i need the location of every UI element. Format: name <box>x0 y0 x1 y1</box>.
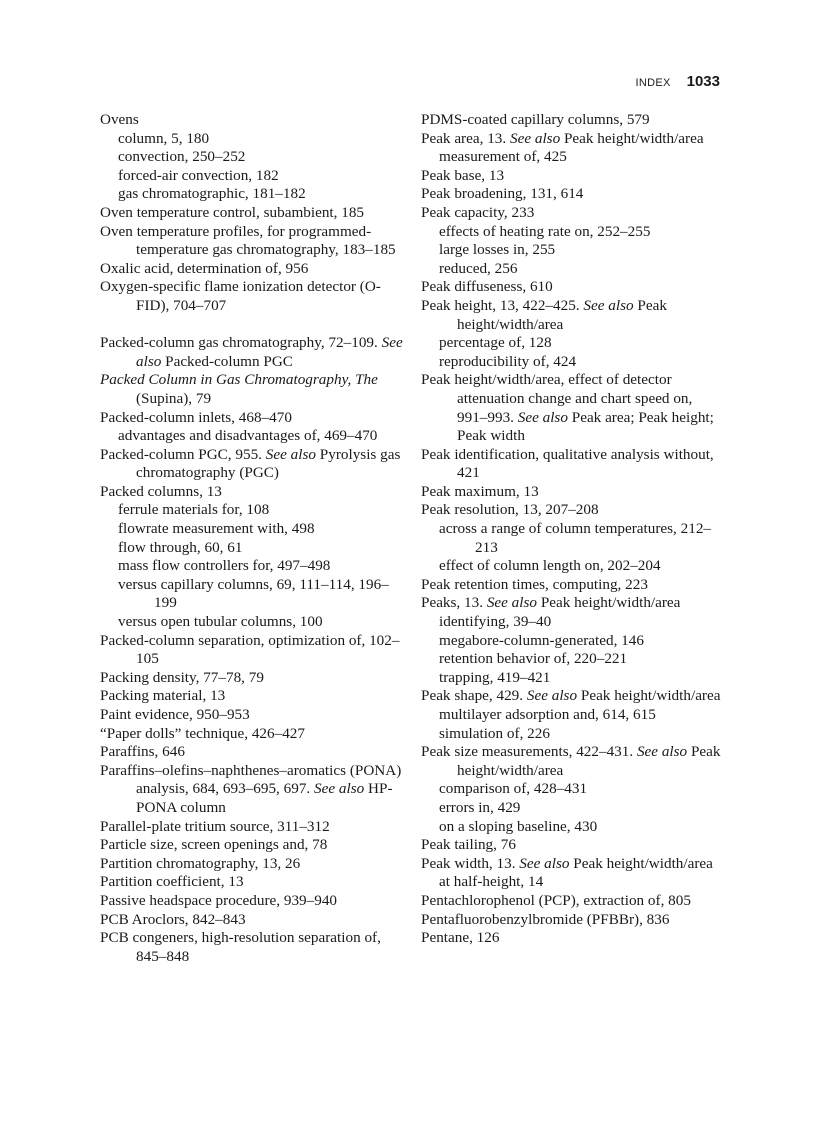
entry-text: Peak base, 13 <box>421 166 505 184</box>
index-entry <box>421 185 726 204</box>
entry-text: Pentane, 126 <box>421 929 500 947</box>
page-number: 1033 <box>686 73 720 90</box>
entry-text: Peak height/width/area <box>457 296 667 333</box>
entry-text: measurement of, 425 <box>439 148 567 166</box>
index-entry <box>421 446 726 483</box>
entry-text: Particle size, screen openings and, 78 <box>100 836 328 854</box>
index-entry <box>100 278 405 315</box>
cross-reference-text: See also <box>583 296 634 314</box>
entry-text: Packed-column separation, optimization of, 102–105 <box>100 631 400 668</box>
entry-text: Paint evidence, 950–953 <box>100 706 250 723</box>
header-section-title: INDEX <box>635 77 671 89</box>
entry-text: Peak height/width/area <box>457 743 721 779</box>
entry-text: forced-air convection, 182 <box>118 166 279 184</box>
entry-text: gas chromatographic, 181–182 <box>118 185 306 203</box>
entry-text: PDMS-coated capillary columns, 579 <box>421 111 650 128</box>
entry-text: versus capillary columns, 69, 111–114, 196–199 <box>118 575 389 612</box>
entry-text: flow through, 60, 61 <box>118 538 243 556</box>
cross-reference-text: See also <box>486 594 538 612</box>
index-subentry <box>421 520 726 557</box>
index-entry <box>100 706 405 725</box>
index-subentry <box>100 613 405 632</box>
cross-reference-text: See also <box>265 445 316 463</box>
index-entry <box>100 111 405 130</box>
index-entry <box>100 483 405 502</box>
entry-text: Peak maximum, 13 <box>421 482 539 500</box>
entry-text: trapping, 419–421 <box>439 668 551 686</box>
cross-reference-text: See also <box>636 743 688 761</box>
entry-text: Pyrolysis gas chromatography (PGC) <box>136 445 401 482</box>
index-entry <box>100 632 405 669</box>
entry-text: Peak width, 13. <box>421 854 520 872</box>
index-entry <box>421 297 726 334</box>
entry-text: effects of heating rate on, 252–255 <box>439 222 651 240</box>
entry-text: advantages and disadvantages of, 469–470 <box>118 427 378 445</box>
index-entry <box>100 446 405 483</box>
index-entry <box>421 892 726 911</box>
index-entry <box>421 594 726 613</box>
entry-text: Peak tailing, 76 <box>421 836 516 854</box>
index-subentry <box>421 353 726 372</box>
entry-text: Peak identification, qualitative analysis without, 421 <box>421 445 714 482</box>
index-entry <box>421 911 726 930</box>
entry-text: Peak retention times, computing, 223 <box>421 575 648 593</box>
entry-text: at half-height, 14 <box>439 873 544 891</box>
entry-text: effect of column length on, 202–204 <box>439 557 661 575</box>
index-subentry <box>421 818 726 837</box>
entry-text: Peak size measurements, 422–431. <box>421 743 637 761</box>
index-subentry <box>421 799 726 818</box>
entry-text: column, 5, 180 <box>118 129 210 147</box>
index-entry <box>100 725 405 744</box>
entry-text: Packed-column inlets, 468–470 <box>100 408 292 426</box>
index-entry <box>421 278 726 297</box>
index-entry <box>421 929 726 948</box>
cross-reference-text: See also <box>136 334 403 370</box>
index-entry <box>421 576 726 595</box>
entry-text: large losses in, 255 <box>439 241 556 259</box>
index-entry <box>421 371 726 445</box>
entry-text: Peak height/width/area <box>537 594 681 612</box>
entry-text: Packed-column PGC, 955. <box>100 445 266 463</box>
entry-text: on a sloping baseline, 430 <box>439 817 598 835</box>
index-subentry <box>100 557 405 576</box>
index-entry <box>100 669 405 688</box>
index-subentry <box>100 167 405 186</box>
cross-reference-text: See also <box>517 408 568 426</box>
index-entry <box>100 911 405 930</box>
entry-text: comparison of, 428–431 <box>439 780 588 798</box>
entry-text: simulation of, 226 <box>439 724 550 742</box>
index-subentry <box>421 334 726 353</box>
index-entry <box>421 836 726 855</box>
entry-text: Oxalic acid, determination of, 956 <box>100 259 309 277</box>
entry-text: across a range of column temperatures, 212–213 <box>439 520 712 556</box>
index-subentry <box>100 148 405 167</box>
index-entry <box>100 873 405 892</box>
entry-text: Paraffins, 646 <box>100 743 185 761</box>
entry-text: Peak capacity, 233 <box>421 203 535 221</box>
entry-text: multilayer adsorption and, 614, 615 <box>439 706 656 723</box>
entry-text: Oven temperature control, subambient, 185 <box>100 203 365 221</box>
index-entry <box>100 260 405 279</box>
entry-text: Packed columns, 13 <box>100 482 222 500</box>
index-subentry <box>100 501 405 520</box>
entry-text: Peak height/width/area <box>560 129 704 147</box>
entry-text: mass flow controllers for, 497–498 <box>118 557 331 575</box>
entry-text: Passive headspace procedure, 939–940 <box>100 891 338 909</box>
entry-text: Peaks, 13. <box>421 594 487 612</box>
index-entry <box>421 743 726 780</box>
index-entry <box>100 929 405 966</box>
entry-text: Ovens <box>100 111 139 128</box>
index-column-right <box>421 111 726 948</box>
entry-text: PCB Aroclors, 842–843 <box>100 910 246 928</box>
index-subentry <box>100 539 405 558</box>
entry-text: Peak shape, 429. <box>421 687 527 705</box>
entry-text: Pentafluorobenzylbromide (PFBBr), 836 <box>421 910 670 928</box>
entry-text: Oven temperature profiles, for programmed- temperature gas chromatography, 183–185 <box>100 222 396 259</box>
index-subentry <box>100 520 405 539</box>
entry-text: Peak height/width/area <box>577 687 721 705</box>
index-subentry <box>421 669 726 688</box>
index-entry <box>100 818 405 837</box>
entry-text: versus open tubular columns, 100 <box>118 613 323 631</box>
entry-text: convection, 250–252 <box>118 148 246 166</box>
index-entry <box>421 501 726 520</box>
index-entry <box>100 687 405 706</box>
index-subentry <box>421 260 726 279</box>
entry-text: ferrule materials for, 108 <box>118 501 270 519</box>
entry-text: “Paper dolls” technique, 426–427 <box>100 724 305 742</box>
entry-text: Packed-column gas chromatography, 72–109. <box>100 334 382 352</box>
index-subentry <box>421 557 726 576</box>
index-entry <box>421 204 726 223</box>
entry-text: Peak area; Peak height; Peak width <box>457 408 714 445</box>
entry-text: flowrate measurement with, 498 <box>118 520 315 538</box>
entry-text: Peak height/width/area, effect of detector attenuation change and chart speed on, 991–993. <box>421 371 693 426</box>
entry-text: Peak diffuseness, 610 <box>421 278 553 296</box>
index-subentry <box>421 873 726 892</box>
index-entry <box>421 130 726 149</box>
index-subentry <box>421 706 726 725</box>
index-entry <box>421 687 726 706</box>
entry-text: PCB congeners, high-resolution separation of, 845–848 <box>100 929 381 965</box>
index-subentry <box>421 613 726 632</box>
index-entry <box>421 855 726 874</box>
entry-text: Peak area, 13. <box>421 129 510 147</box>
entry-text: Pentachlorophenol (PCP), extraction of, 805 <box>421 891 691 909</box>
index-subentry <box>421 650 726 669</box>
entry-text: reproducibility of, 424 <box>439 352 577 370</box>
entry-text: Packed-column PGC <box>161 352 293 370</box>
entry-text: retention behavior of, 220–221 <box>439 650 628 668</box>
entry-text: errors in, 429 <box>439 798 521 816</box>
index-subentry <box>100 185 405 204</box>
entry-text: (Supina), 79 <box>136 389 212 407</box>
index-entry <box>100 371 405 408</box>
entry-text: HP-PONA column <box>136 780 393 816</box>
index-entry <box>100 409 405 428</box>
entry-text: Partition chromatography, 13, 26 <box>100 854 301 872</box>
index-subentry <box>421 148 726 167</box>
entry-text: Peak resolution, 13, 207–208 <box>421 501 599 519</box>
index-subentry <box>421 780 726 799</box>
index-entry <box>100 204 405 223</box>
index-entry <box>100 743 405 762</box>
index-entry <box>421 167 726 186</box>
index-subentry <box>421 223 726 242</box>
entry-text: Parallel-plate tritium source, 311–312 <box>100 817 330 835</box>
index-subentry <box>421 241 726 260</box>
entry-text: Packing material, 13 <box>100 687 226 705</box>
index-entry <box>100 334 405 371</box>
entry-text: Oxygen-specific flame ionization detector (O-FID), 704–707 <box>100 278 381 314</box>
entry-text: identifying, 39–40 <box>439 613 552 631</box>
index-entry <box>421 111 726 130</box>
cross-reference-text: See also <box>509 129 561 147</box>
cross-reference-text: See also <box>314 780 365 798</box>
index-subentry <box>100 427 405 446</box>
entry-text: Peak broadening, 131, 614 <box>421 185 584 203</box>
entry-text: Peak height, 13, 422–425. <box>421 296 584 314</box>
entry-text: Peak height/width/area <box>569 854 713 872</box>
index-subentry <box>421 632 726 651</box>
index-subentry <box>421 725 726 744</box>
index-entry <box>100 223 405 260</box>
entry-text: Partition coefficient, 13 <box>100 873 244 891</box>
index-entry <box>100 762 405 818</box>
cross-reference-text: Packed Column in Gas Chromatography, The <box>100 371 378 389</box>
running-header <box>636 73 721 90</box>
cross-reference-text: See also <box>526 687 578 705</box>
entry-text: Paraffins–olefins–naphthenes–aromatics (PONA) analysis, 684, 693–695, 697. <box>100 761 402 798</box>
index-subentry <box>100 130 405 149</box>
entry-text: megabore-column-generated, 146 <box>439 631 644 649</box>
index-entry <box>100 836 405 855</box>
entry-text: Packing density, 77–78, 79 <box>100 668 264 686</box>
index-subentry <box>100 576 405 613</box>
cross-reference-text: See also <box>519 854 570 872</box>
index-column-left <box>100 111 405 966</box>
index-entry <box>100 855 405 874</box>
index-entry <box>100 892 405 911</box>
entry-text: percentage of, 128 <box>439 334 552 352</box>
entry-text: reduced, 256 <box>439 259 518 277</box>
index-entry <box>421 483 726 502</box>
